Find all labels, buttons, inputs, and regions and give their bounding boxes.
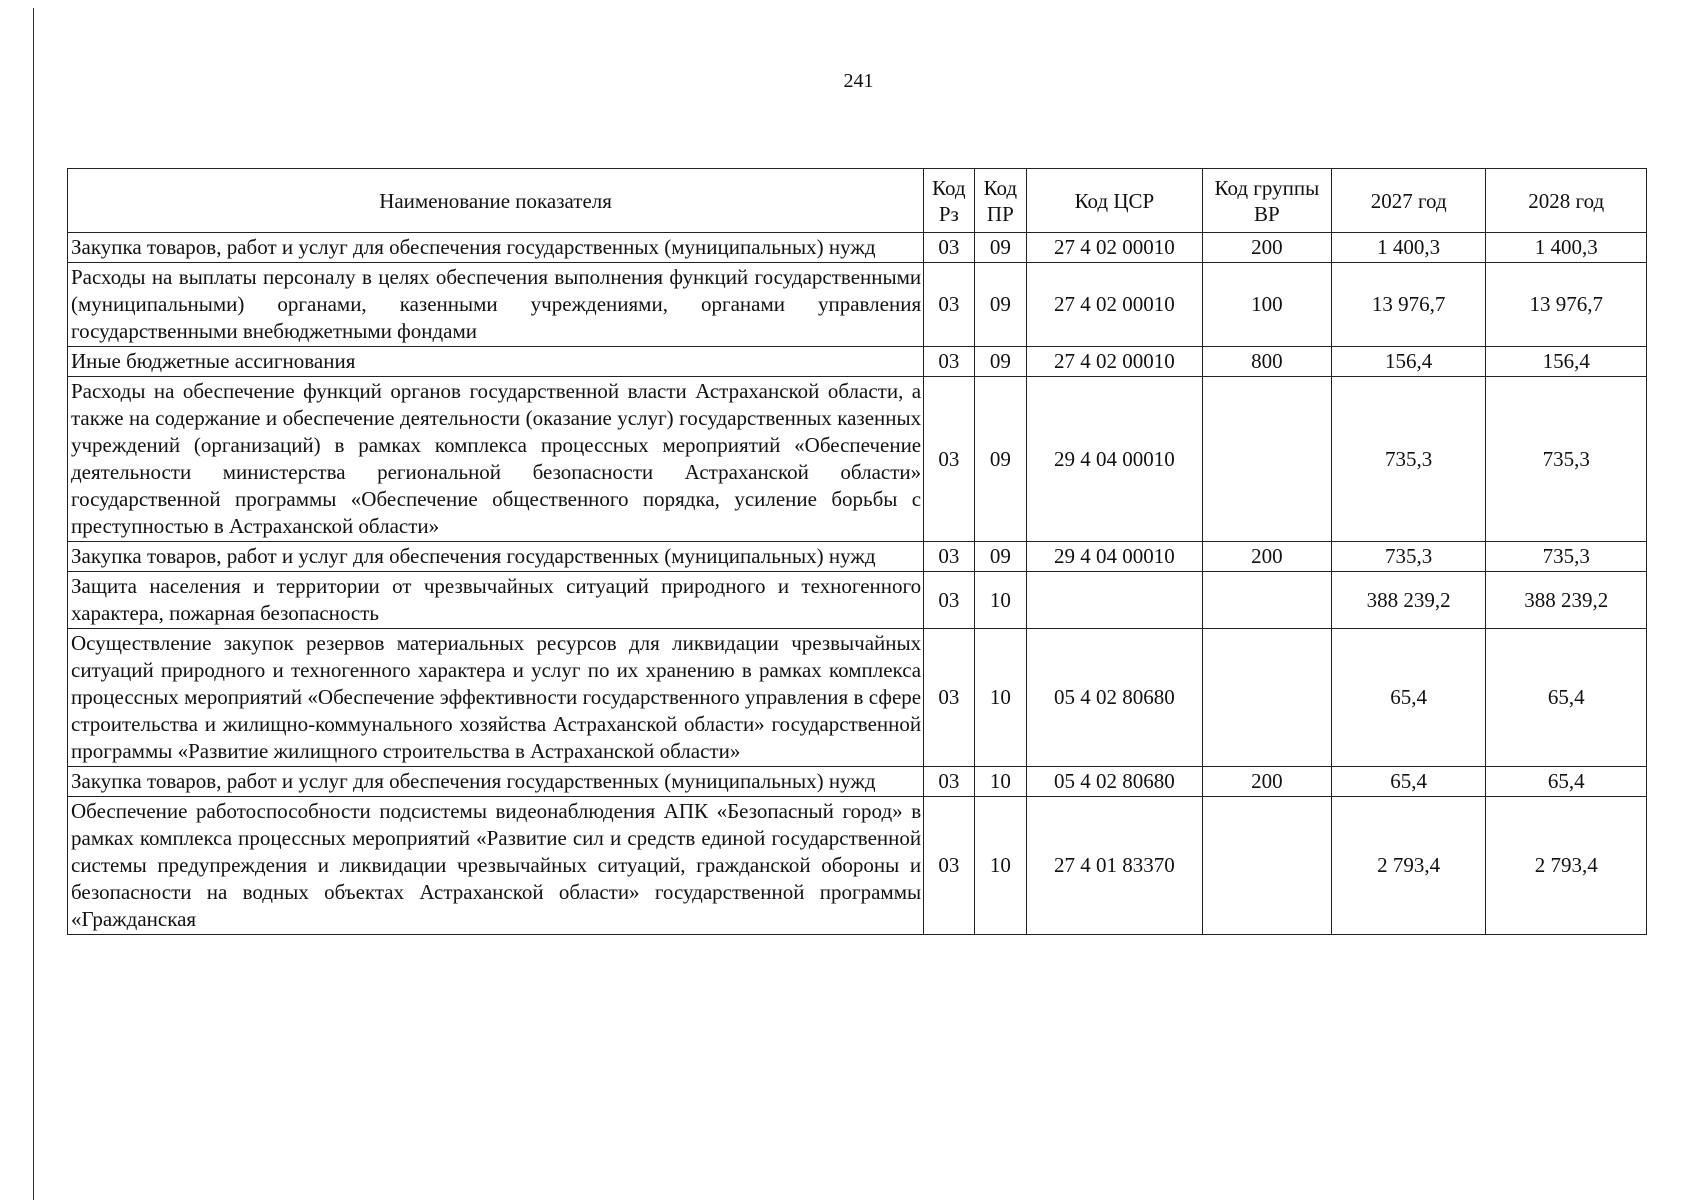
- cell-csr: [1027, 572, 1203, 629]
- cell-csr: 27 4 02 00010: [1027, 263, 1203, 347]
- cell-2028: 13 976,7: [1486, 263, 1647, 347]
- header-csr: Код ЦСР: [1027, 169, 1203, 233]
- cell-name: Расходы на выплаты персоналу в целях обеспечения выполнения функций государственными (муниципальными) органами, казенными учреждениями, органами управления государственными внебюджетными фондами: [68, 263, 924, 347]
- cell-2028: 156,4: [1486, 347, 1647, 377]
- cell-vr: 200: [1202, 767, 1331, 797]
- cell-2028: 2 793,4: [1486, 797, 1647, 935]
- cell-rz: 03: [924, 767, 974, 797]
- cell-2028: 1 400,3: [1486, 233, 1647, 263]
- cell-name: Защита населения и территории от чрезвычайных ситуаций природного и техногенного характера, пожарная безопасность: [68, 572, 924, 629]
- cell-2027: 65,4: [1331, 767, 1485, 797]
- header-name: Наименование показателя: [68, 169, 924, 233]
- cell-rz: 03: [924, 629, 974, 767]
- cell-2027: 13 976,7: [1331, 263, 1485, 347]
- cell-pr: 10: [974, 767, 1026, 797]
- cell-vr: [1202, 572, 1331, 629]
- table-row: [68, 377, 1647, 542]
- cell-2028: 735,3: [1486, 377, 1647, 542]
- cell-name: Закупка товаров, работ и услуг для обеспечения государственных (муниципальных) нужд: [68, 767, 924, 797]
- cell-name: Расходы на обеспечение функций органов государственной власти Астраханской области, а также на содержание и обеспечение деятельности (оказание услуг) государственных казенных учреждений (организаций) в рамках комплекса процессных мероприятий «Обеспечение деятельности министерства региональной безопасности Астраханской области» государственной программы «Обеспечение общественного порядка, усиление борьбы с преступностью в Астраханской области»: [68, 377, 924, 542]
- cell-pr: 09: [974, 347, 1026, 377]
- cell-vr: [1202, 797, 1331, 935]
- table-row: [68, 572, 1647, 629]
- cell-2028: 735,3: [1486, 542, 1647, 572]
- cell-pr: 10: [974, 797, 1026, 935]
- cell-rz: 03: [924, 347, 974, 377]
- cell-vr: 200: [1202, 542, 1331, 572]
- cell-rz: 03: [924, 797, 974, 935]
- cell-csr: 05 4 02 80680: [1027, 767, 1203, 797]
- cell-2027: 735,3: [1331, 542, 1485, 572]
- cell-pr: 10: [974, 629, 1026, 767]
- cell-vr: 200: [1202, 233, 1331, 263]
- cell-name: Закупка товаров, работ и услуг для обеспечения государственных (муниципальных) нужд: [68, 233, 924, 263]
- header-rz: Код Рз: [924, 169, 974, 233]
- cell-pr: 09: [974, 377, 1026, 542]
- cell-csr: 27 4 02 00010: [1027, 233, 1203, 263]
- cell-rz: 03: [924, 377, 974, 542]
- cell-vr: 100: [1202, 263, 1331, 347]
- cell-name: Обеспечение работоспособности подсистемы видеонаблюдения АПК «Безопасный город» в рамках комплекса процессных мероприятий «Развитие сил и средств единой государственной системы предупреждения и ликвидации чрезвычайных ситуаций, гражданской обороны и безопасности на водных объектах Астраханской области» государственной программы «Гражданская: [68, 797, 924, 935]
- cell-csr: 27 4 02 00010: [1027, 347, 1203, 377]
- cell-csr: 29 4 04 00010: [1027, 377, 1203, 542]
- cell-name: Закупка товаров, работ и услуг для обеспечения государственных (муниципальных) нужд: [68, 542, 924, 572]
- table-row: [68, 767, 1647, 797]
- cell-vr: [1202, 629, 1331, 767]
- cell-pr: 09: [974, 233, 1026, 263]
- cell-csr: 27 4 01 83370: [1027, 797, 1203, 935]
- cell-pr: 10: [974, 572, 1026, 629]
- table-row: [68, 347, 1647, 377]
- cell-vr: 800: [1202, 347, 1331, 377]
- cell-rz: 03: [924, 572, 974, 629]
- table-header-row: [68, 169, 1647, 233]
- header-2028: 2028 год: [1486, 169, 1647, 233]
- cell-2027: 156,4: [1331, 347, 1485, 377]
- cell-vr: [1202, 377, 1331, 542]
- table-row: [68, 233, 1647, 263]
- cell-csr: 29 4 04 00010: [1027, 542, 1203, 572]
- cell-2028: 65,4: [1486, 767, 1647, 797]
- cell-2027: 65,4: [1331, 629, 1485, 767]
- cell-pr: 09: [974, 542, 1026, 572]
- page-number: 241: [843, 70, 874, 92]
- table-row: [68, 797, 1647, 935]
- header-2027: 2027 год: [1331, 169, 1485, 233]
- cell-name: Осуществление закупок резервов материальных ресурсов для ликвидации чрезвычайных ситуаций природного и техногенного характера и услуг по их хранению в рамках комплекса процессных мероприятий «Обеспечение эффективности государственного управления в сфере строительства и жилищно-коммунального хозяйства Астраханской области» государственной программы «Развитие жилищного строительства в Астраханской области»: [68, 629, 924, 767]
- cell-2028: 388 239,2: [1486, 572, 1647, 629]
- cell-csr: 05 4 02 80680: [1027, 629, 1203, 767]
- cell-2028: 65,4: [1486, 629, 1647, 767]
- cell-pr: 09: [974, 263, 1026, 347]
- cell-2027: 1 400,3: [1331, 233, 1485, 263]
- cell-rz: 03: [924, 542, 974, 572]
- cell-name: Иные бюджетные ассигнования: [68, 347, 924, 377]
- binding-edge-line: [33, 8, 34, 1200]
- cell-2027: 388 239,2: [1331, 572, 1485, 629]
- header-pr: Код ПР: [974, 169, 1026, 233]
- budget-table: [67, 168, 1647, 935]
- table-row: [68, 263, 1647, 347]
- header-vr: Код группы ВР: [1202, 169, 1331, 233]
- cell-rz: 03: [924, 233, 974, 263]
- cell-2027: 735,3: [1331, 377, 1485, 542]
- cell-rz: 03: [924, 263, 974, 347]
- cell-2027: 2 793,4: [1331, 797, 1485, 935]
- table-row: [68, 542, 1647, 572]
- table-row: [68, 629, 1647, 767]
